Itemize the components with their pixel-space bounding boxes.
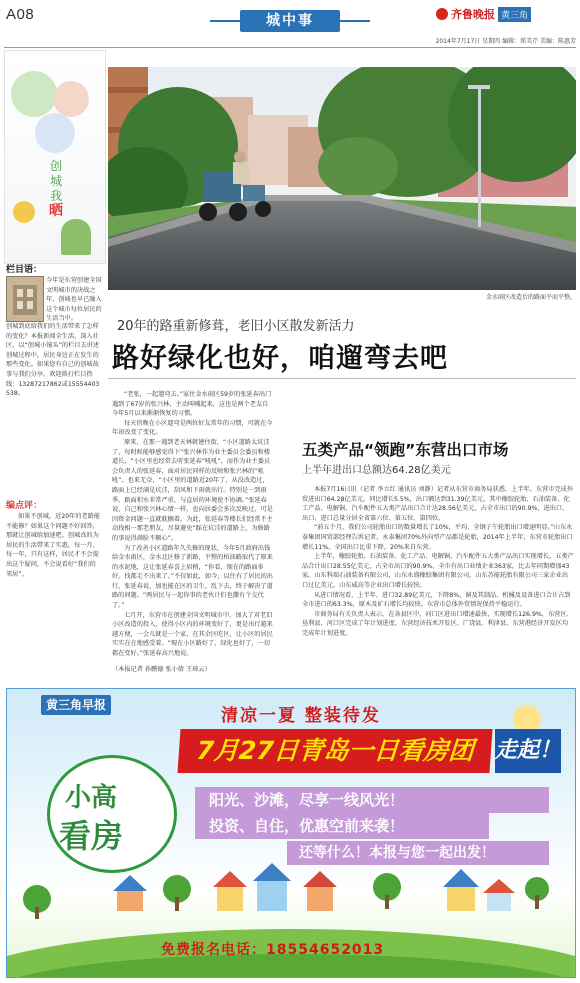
- second-article-subheadline: 上半年进出口总额达64.28亿美元: [302, 465, 451, 476]
- article-paragraph: 每天傍晚在小区遛弯是两位好友常年的习惯，可就在今年却改变了变化。: [112, 419, 273, 437]
- ad-tagline-1: 阳光、沙滩，尽享一线风光！: [195, 787, 549, 813]
- main-photo: [108, 67, 576, 290]
- photo-caption: 金水雨区改造后的路面平而平整。: [485, 294, 576, 301]
- comment-body: 如果不创城，近20年的老路能不能修？如果这个问题不好回答，那就让创城给加速吧。创城真的为居民的生活带来了实惠，每一月、每一年，只有这样，居民才不会提出这个疑问，不会说看好“我们的邻居”。: [6, 513, 101, 578]
- column-label: 栏目语：: [6, 265, 43, 275]
- paper-emblem-icon: [436, 8, 448, 20]
- paper-name: 齐鲁晚报: [451, 8, 495, 21]
- article-paragraph: 市商务局有关负责人表示，在各县区中，河口区进出口增速最快，实现增长126.9%，东营区、垦利县、河口区完成了年计划进度，东营经济技术开发区、广饶县、利津县、东营港经济开发区均完成年计划进度。: [302, 610, 573, 637]
- decor-circle: [11, 71, 57, 117]
- column-banner: [4, 50, 106, 264]
- ad-title: 7月27日青岛一日看房团: [177, 729, 492, 773]
- article-paragraph: 为了改善小区道路年久失修的现状，今年5月政府出钱给金水雨区，金水北区修了新路，平整的柏油路取代了原来的水泥地，这让张延春喜上眉梢，“你看，现在的路面多好，找都走不出来了。”不仅如此，如今，以往有了居民的出行，张延春说，加也能在区的卫生、乱下去，终于解决了道路的问题。“两居民与一起你事的老伙计们也撒有个交代了。”: [112, 544, 273, 610]
- column-intro-continued: 创城到底给我们的生活带来了怎样的变化？本报新闻全生活、深入社区，以“创城小镜头”的栏目去讲述创城过程中，居民身边正在发生的那些变化。如果您有自己的创城故事与我们分享，欢迎拨打栏目热线：13287217862或15554403538。: [6, 323, 100, 398]
- article-body: [112, 390, 274, 659]
- article-paragraph: 本报7月16日讯（记者 李立红 通讯员 刘静）记者从东营市商务局获悉，上半年，东营市完成外贸进出口64.28亿美元，同比增长5.5%，出口额达到31.39亿美元，其中橡胶轮胎、石油装备、化工产品、电解铜、汽车配件五大类产品出口合计达28.56亿美元，占全市出口的90.9%，进出口、出口、进口总量分居全省第六位、第五位、第四位。: [302, 486, 574, 522]
- article-paragraph: 七月开，东营市在创建全国文明城市中，加大了对老旧小区改造的投入，使得小区内的环境变好了，更是出行越来越方便，一会儿就是一个家，在其余区吃区，让小区的居民实实在在地感受着。“现在小区路好了，绿化也好了，一切都在变好。”张延春高兴地说。: [112, 611, 273, 658]
- ad-tagline-3: 还等什么！本报与您一起出发！: [287, 841, 549, 865]
- advertisement: [6, 688, 576, 978]
- ad-tagline-2: 投资、自住，优惠空前来袭！: [195, 813, 489, 839]
- ad-title-go: 走起！: [495, 729, 561, 773]
- second-article-headline: 五类产品“领跑”东营出口市场: [302, 441, 509, 459]
- issue-meta: 2014年7月17日 星期四 编辑：郑美芹 美编：陈惠芳: [435, 38, 576, 45]
- article-headline: 路好绿化也好，咱遛弯去吧: [112, 343, 448, 374]
- street-scene-image: [108, 67, 576, 290]
- ad-title-banner: [179, 729, 562, 773]
- ad-phone-number: 免费报名电话：18554652013: [161, 942, 385, 958]
- ad-badge-line1: 小高: [65, 783, 118, 813]
- banner-char: 创: [49, 159, 62, 173]
- sun-icon: [13, 201, 35, 223]
- article-paragraph: 上半年，橡胶轮胎、石油装备、化工产品、电解铜、汽车配件五大类产品出口实现增长，五类产品合计出口28.55亿美元，占全市出口的90.9%，全市有出口业绩企业363家，比去年同期增加43家。山东科瑞石油装备有限公司，山东永盛橡胶集团有限公司，山东苏能轮胎有限公司三家企业出口过亿美元。山东威高等企业出口增长较快。: [302, 553, 574, 589]
- banner-char: 我: [49, 189, 62, 203]
- article-kicker: 20年的路重新修葺，老旧小区散发新活力: [117, 319, 355, 334]
- article-paragraph: 从进口情况看，上半年，进口32.89亿美元，下降8%，铜及其制品、机械及设备进口合计占到全市进口的63.3%，原木及矿石增长均较快。东营市总体外贸情况保持平稳运行。: [302, 591, 571, 609]
- section-title: 城中事: [240, 10, 340, 32]
- column-intro: 今年是东营创建全国文明城市的决战之年，创城也早已融入这个城市每位居民的生活当中。: [46, 277, 102, 323]
- headline-divider: [108, 378, 576, 379]
- article-byline: （本报记者 孙鹏德 张小倩 王琦云）: [112, 666, 211, 673]
- photo-placeholder-icon: [7, 277, 43, 321]
- column-photo: [6, 276, 44, 322]
- article-paragraph: 原来，在那一遇到老天林就建住街，“小区道路太坑洼了，每时候能够感觉得下”张兴林作为业主委员会委员和楼道长，“小区里也经常去听张延春“吼吼”，而作为业主委员会负责人的张延春，面对居民同样的反映和张兴林的“吼吼”。也来无奈，“小区里的道路近20年了，从没改造过，路面上已经满是坑洼，刮风和下雨就出行。特别是一到雨季，路面积水非常严重，与直居的环境使不协调。”张延春说，自己和张兴林心情一样，也向居委会多次反映过，可是因资金问题一直就耽搁着。为此，张延春等楼长们经常不主动找相一那老朋友，尽量避免“踩在坑洼的道路上，为修路的事说得满脸不顺心”。: [112, 438, 273, 542]
- decor-circle: [35, 113, 75, 153]
- ad-brand-logo: 黄三角早报: [41, 695, 111, 715]
- comment-label: 编点评：: [6, 501, 43, 511]
- banner-char-highlight: 晒: [49, 203, 63, 219]
- tree-icon: [61, 219, 91, 255]
- article-paragraph: “前五个月，我们公司轮胎出口的数量增长了10%，平均，全钢子午轮胎出口增速明显。”山东永泰集团国贸部经理告诉记者，永泰集团70%外向型产品都是轮胎，2014年上半年，东营市轮胎出口增长11%，全国出口比重下降，20%来自东营。: [302, 524, 573, 551]
- paper-series: 黄三角: [498, 7, 531, 22]
- paper-logo: [436, 5, 576, 23]
- header-divider: [4, 47, 576, 48]
- ad-slogan: 清凉一夏 整装待发: [221, 706, 381, 726]
- decor-circle: [53, 81, 89, 117]
- banner-char: 城: [49, 174, 62, 188]
- article-paragraph: “老张，一起遛弯去。”家住金水雨区59岁的张延春出门遇到了67岁的张兴林，主动叫喊起来，这也是两个老友自今年5月以来渐渐恢复的习惯。: [112, 391, 272, 418]
- column-banner-title: [43, 159, 69, 219]
- page-number: A08: [6, 6, 35, 23]
- second-article-body: [302, 485, 574, 639]
- ad-badge-line2: 看房: [59, 817, 124, 855]
